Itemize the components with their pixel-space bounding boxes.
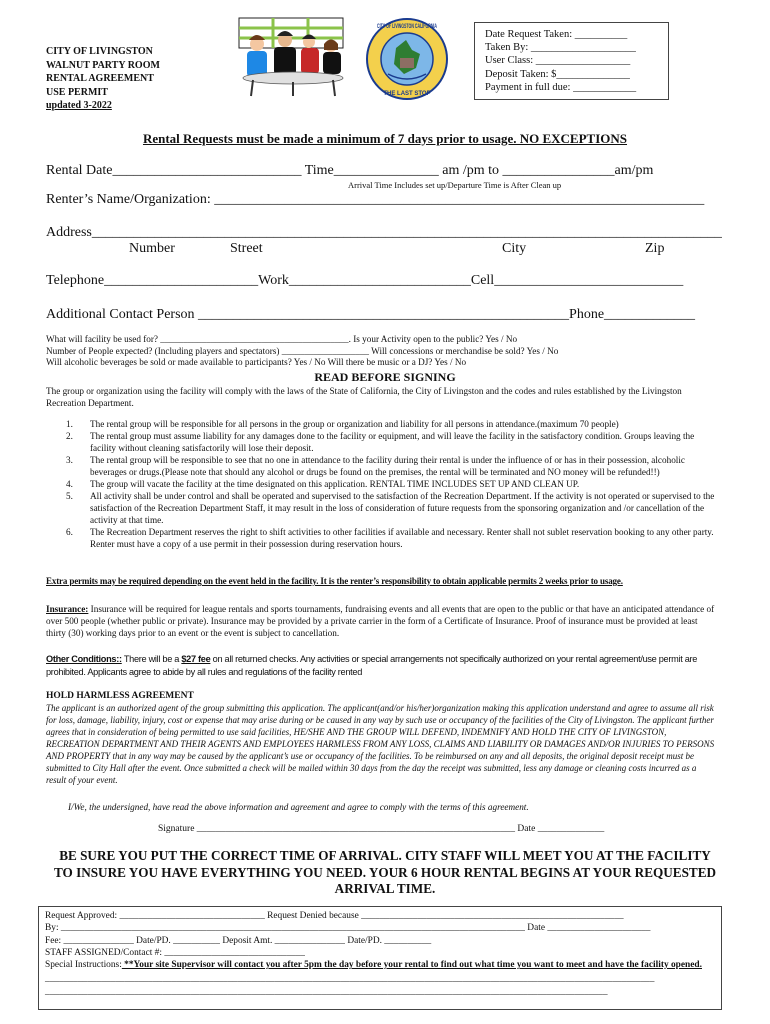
fee-field[interactable]: Fee: _______________ Date/PD. __________ Deposit Amt. _______________ Date/PD. __________ — [45, 935, 432, 946]
insurance-text: Insurance will be required for league rentals and sports tournaments, fundraising events and all events that are open to the public or that have an anticipated attendance of over 500 people (whether public or private). Insurance may be provided by a private carrier in the form of a Certificate of Insurance. Proof of insurance must be provided at least thirty (30) working days prior to an event or the event is subject to cancellation. — [46, 604, 715, 638]
telephone-field[interactable]: Telephone______________________Work__________________________Cell___________________________ — [46, 273, 684, 288]
address-field[interactable]: Address__________________________________________________________________________________________ — [46, 225, 722, 240]
signature-field[interactable]: Signature ___________________________________________________________________ Date ______________ — [158, 824, 605, 834]
renter-name-field[interactable]: Renter’s Name/Organization: ______________________________________________________________________ — [46, 192, 705, 207]
staff-use-box — [474, 22, 669, 100]
special-instructions-label: Special Instructions: — [45, 960, 122, 971]
rule-number: 3. — [66, 455, 73, 465]
list-item — [46, 454, 716, 478]
arrival-note: Arrival Time Includes set up/Departure Time is After Clean up — [348, 180, 562, 190]
room-name: WALNUT PARTY ROOM — [46, 59, 160, 71]
request-approved-field[interactable]: Request Approved: _______________________________ Request Denied because ________________________________________________________ — [45, 911, 624, 921]
payment-due[interactable]: Payment in full due: ____________ — [485, 81, 637, 93]
seal-top-text: CITY OF LIVINGSTON CALIFORNIA — [377, 24, 438, 30]
question-facility-use[interactable]: What will facility be used for? _________________________________________. Is your Activity open to the public? Yes / No — [46, 334, 518, 344]
other-conditions-paragraph — [46, 653, 726, 679]
other-conditions-text: There will be a — [121, 654, 182, 664]
deposit-taken[interactable]: Deposit Taken: $______________ — [485, 68, 630, 80]
question-alcohol[interactable]: Will alcoholic beverages be sold or made available to participants? Yes / No Will there be music or a DJ? Yes / No — [46, 357, 467, 367]
rule-text: The rental group must assume liability for any damages done to the facility or equipment, and will leave the facility in the satisfactory condition. Groups leaving the facility without cleaning satisfactorily will lose their deposit. — [90, 431, 695, 453]
agreement-statement: I/We, the undersigned, have read the above information and agreement and agree to comply with the terms of this agreement. — [68, 802, 529, 812]
party-illustration — [233, 18, 351, 96]
arrival-time-notice: BE SURE YOU PUT THE CORRECT TIME OF ARRIVAL. CITY STAFF WILL MEET YOU AT THE FACILITY TO INSURE YOU HAVE EVERYTHING YOU NEED. YOUR 6 HOUR RENTAL BEGINS AT YOUR REQUESTED ARRIVAL TIME. — [53, 848, 717, 896]
rule-number: 2. — [66, 431, 73, 441]
extra-permits-notice: Extra permits may be required depending on the event held in the facility. It is the renter’s responsibility to obtain applicable permits 2 weeks prior to usage. — [46, 576, 623, 586]
city-seal-logo — [366, 18, 448, 100]
insurance-paragraph — [46, 603, 718, 639]
read-before-signing-heading: READ BEFORE SIGNING — [314, 370, 456, 384]
blank-line-1[interactable]: __________________________________________________________________________________________________________________________________ — [45, 974, 655, 985]
address-zip-label: Zip — [645, 241, 665, 256]
user-class[interactable]: User Class: __________________ — [485, 55, 631, 67]
staff-assigned-field[interactable]: STAFF ASSIGNED/Contact #: ______________________________ — [45, 947, 305, 958]
rule-text: The group will vacate the facility at the time designated on this application. RENTAL TIME INCLUDES SET UP AND CLEAN UP. — [90, 479, 580, 489]
approved-by-field[interactable]: By: ___________________________________________________________________________________________________ Date ______________________ — [45, 923, 651, 934]
rules-list — [46, 418, 716, 550]
header-title-block — [46, 45, 160, 113]
address-number-label: Number — [129, 241, 175, 256]
list-item — [46, 478, 716, 490]
office-use-box — [38, 906, 722, 1010]
rental-date-field[interactable]: Rental Date___________________________ Time_______________ am /pm to ________________am/pm — [46, 163, 654, 178]
intro-paragraph: The group or organization using the facility will comply with the laws of the State of California, the City of Livingston and the codes and rules established by the Livingston Recreation Department. — [46, 386, 682, 408]
rule-text: The rental group will be responsible for all persons in the group or organization and liability for all persons in attendance.(maximum 70 people) — [90, 419, 619, 429]
list-item — [46, 526, 716, 550]
updated-date: updated 3-2022 — [46, 100, 112, 111]
insurance-label: Insurance: — [46, 604, 89, 614]
rule-text: All activity shall be under control and shall be operated and supervised to the satisfaction of the Recreation Department. If the activity is not operated or supervised to the satisfaction of the Recreation Department Staff, it may result in the loss of consideration of future requests from the sponsoring organization and /or cancellation of the activity at that time. — [90, 491, 715, 525]
questions-block — [46, 334, 726, 369]
city-name: CITY OF LIVINGSTON — [46, 46, 153, 57]
list-item — [46, 490, 716, 526]
list-item — [46, 418, 716, 430]
question-people-expected[interactable]: Number of People expected? (Including players and spectators) ___________________ Will concessions or merchandise be sold? Yes / No — [46, 345, 559, 356]
rule-number: 6. — [66, 527, 73, 537]
special-instructions — [45, 959, 715, 971]
other-conditions-text-2: on all returned checks. Any activities or special arrangements not specifically authorized on your rental agreement/use permit are prohibited. Applicants agree to abide by all rules and regulations of the facility rented — [46, 654, 698, 677]
taken-by[interactable]: Taken By: ____________________ — [485, 42, 636, 54]
rule-text: The Recreation Department reserves the right to shift activities to other facilities if available and necessary. Renter shall not sublet reservation booking to any other party. Renter must have a copy of a use permit in their possession during reservation hours. — [90, 527, 714, 549]
address-city-label: City — [502, 241, 527, 256]
seal-bottom-text: THE LAST STOP — [383, 91, 431, 97]
rule-number: 1. — [66, 419, 73, 429]
returned-check-fee: $27 fee — [181, 654, 211, 664]
page-title: Rental Requests must be made a minimum of 7 days prior to usage. NO EXCEPTIONS — [142, 131, 628, 146]
address-street-label: Street — [230, 241, 263, 256]
list-item — [46, 430, 716, 454]
other-conditions-label: Other Conditions:: — [46, 654, 122, 664]
rule-text: The rental group will be responsible to see that no one in attendance to the facility during their rental is under the influence of or has in their possession, alcoholic beverages or drugs.(Please note that should any alcohol or drugs be found on the premises, the rental will be terminated and NO money will be refunded!!) — [90, 455, 685, 477]
permit-type: USE PERMIT — [46, 86, 108, 98]
doc-type: RENTAL AGREEMENT — [46, 73, 154, 84]
additional-contact-field[interactable]: Additional Contact Person _____________________________________________________Phone_____________ — [46, 307, 696, 322]
date-request-taken[interactable]: Date Request Taken: __________ — [485, 29, 628, 40]
rule-number: 5. — [66, 491, 73, 501]
hold-harmless-title: HOLD HARMLESS AGREEMENT — [46, 691, 194, 701]
rule-number: 4. — [66, 479, 73, 489]
special-instructions-text: **Your site Supervisor will contact you after 5pm the day before your rental to find out what time you want to meet and have the facility opened. — [121, 960, 702, 971]
blank-line-2[interactable]: ________________________________________________________________________________________________________________________ — [45, 986, 608, 997]
hold-harmless-body: The applicant is an authorized agent of the group submitting this application. The applicant(and/or his/her)organization making this application understand and agree to assume all risk for loss, damage, liability, injury, cost or expense that may arise during or be caused in any way by such use or occupancy of the facilities of the City of Livingston. The applicant further agrees that in consideration of being permitted to use said facilities, HE/SHE AND THE GROUP WILL DEFEND, INDEMNIFY AND HOLD THE CITY OF LIVINGSTON, RECREATION DEPARTMENT AND THEIR AGENTS AND EMPLOYEES HARMLESS FROM ANY LOSS, CLAIMS AND LIABILITY OR DAMAGES AND/OR INJURIES TO PERSONS AND PROPERTY that in any way may be caused by the applicant’s use or occupancy of the facilities. To be reimbursed on any and all deposits, the original deposit receipt must be submitted to City Hall after the event. Once submitted a check will be mailed within 30 days from the day the receipt was submitted, less any damage or cleaning costs incurred as a result of your event. — [46, 703, 715, 785]
hold-harmless-section — [46, 690, 718, 786]
